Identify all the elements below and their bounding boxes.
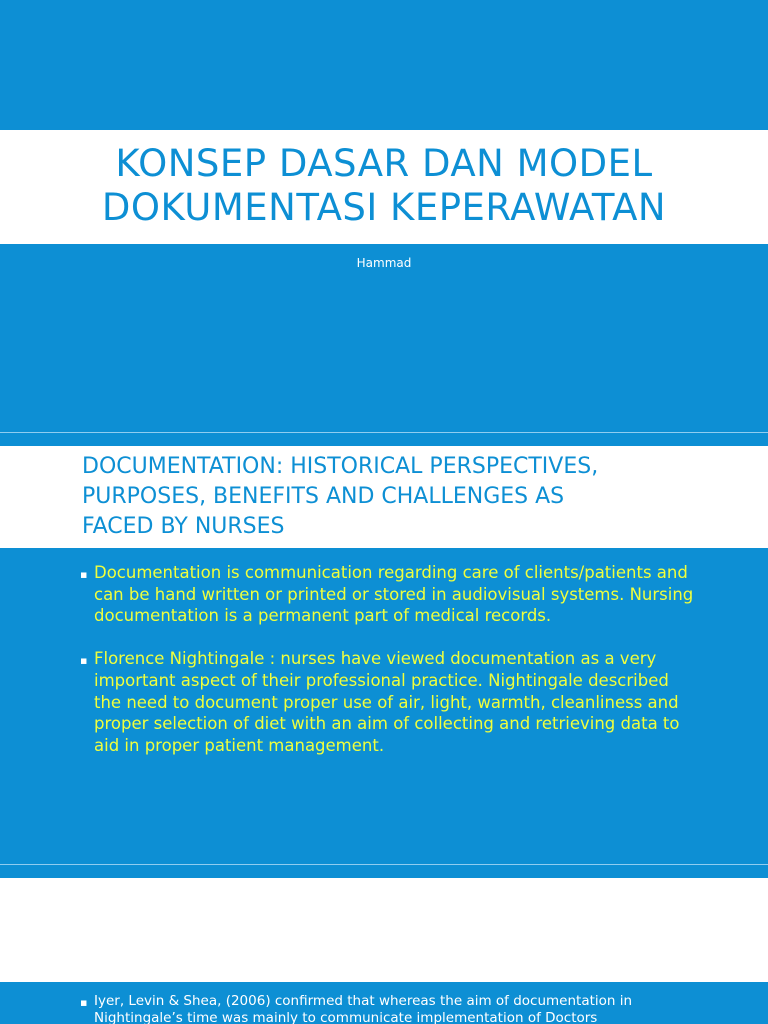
list-item [80, 562, 698, 627]
white-band [0, 878, 768, 982]
title-line-2: DOKUMENTASI KEPERAWATAN [101, 186, 667, 229]
bullet-icon: ▪ [80, 568, 88, 581]
slide-title-text [0, 142, 768, 230]
bullet-text: Iyer, Levin & Shea, (2006) confirmed that whereas the aim of documentation in Nightingale’s time was mainly to communicate implementation of Doctors [94, 993, 633, 1024]
slide-documentation [0, 434, 768, 864]
list-item [80, 648, 698, 757]
slide-continuation [0, 866, 768, 1024]
author-subtitle: Hammad [356, 256, 412, 270]
bullet-icon: ▪ [80, 654, 88, 668]
slide-heading [82, 452, 742, 542]
bullet-text: Documentation is communication regarding care of clients/patients and can be hand written or printed or stored in audiovisual systems. Nursing documentation is a permanent part of medical records. [94, 563, 694, 626]
title-line-1: KONSEP DASAR DAN MODEL [115, 142, 653, 185]
bullet-list [80, 562, 698, 778]
bullet-list [80, 993, 680, 1024]
slide-title [0, 0, 768, 432]
slide-divider [0, 432, 768, 433]
heading-line-1: DOCUMENTATION: HISTORICAL PERSPECTIVES, [82, 454, 599, 479]
heading-line-3: FACED BY NURSES [82, 514, 285, 539]
bullet-text: Florence Nightingale : nurses have viewed documentation as a very important aspect of their professional practice. Nightingale described the need to document proper use of air, light, warmth, cleanliness and proper selection of diet with an aim of collecting and retrieving data to aid in proper patient management. [94, 649, 680, 755]
slide-divider [0, 864, 768, 865]
heading-line-2: PURPOSES, BENEFITS AND CHALLENGES AS [82, 484, 565, 509]
bullet-icon: ▪ [80, 996, 88, 1009]
list-item [80, 993, 680, 1024]
